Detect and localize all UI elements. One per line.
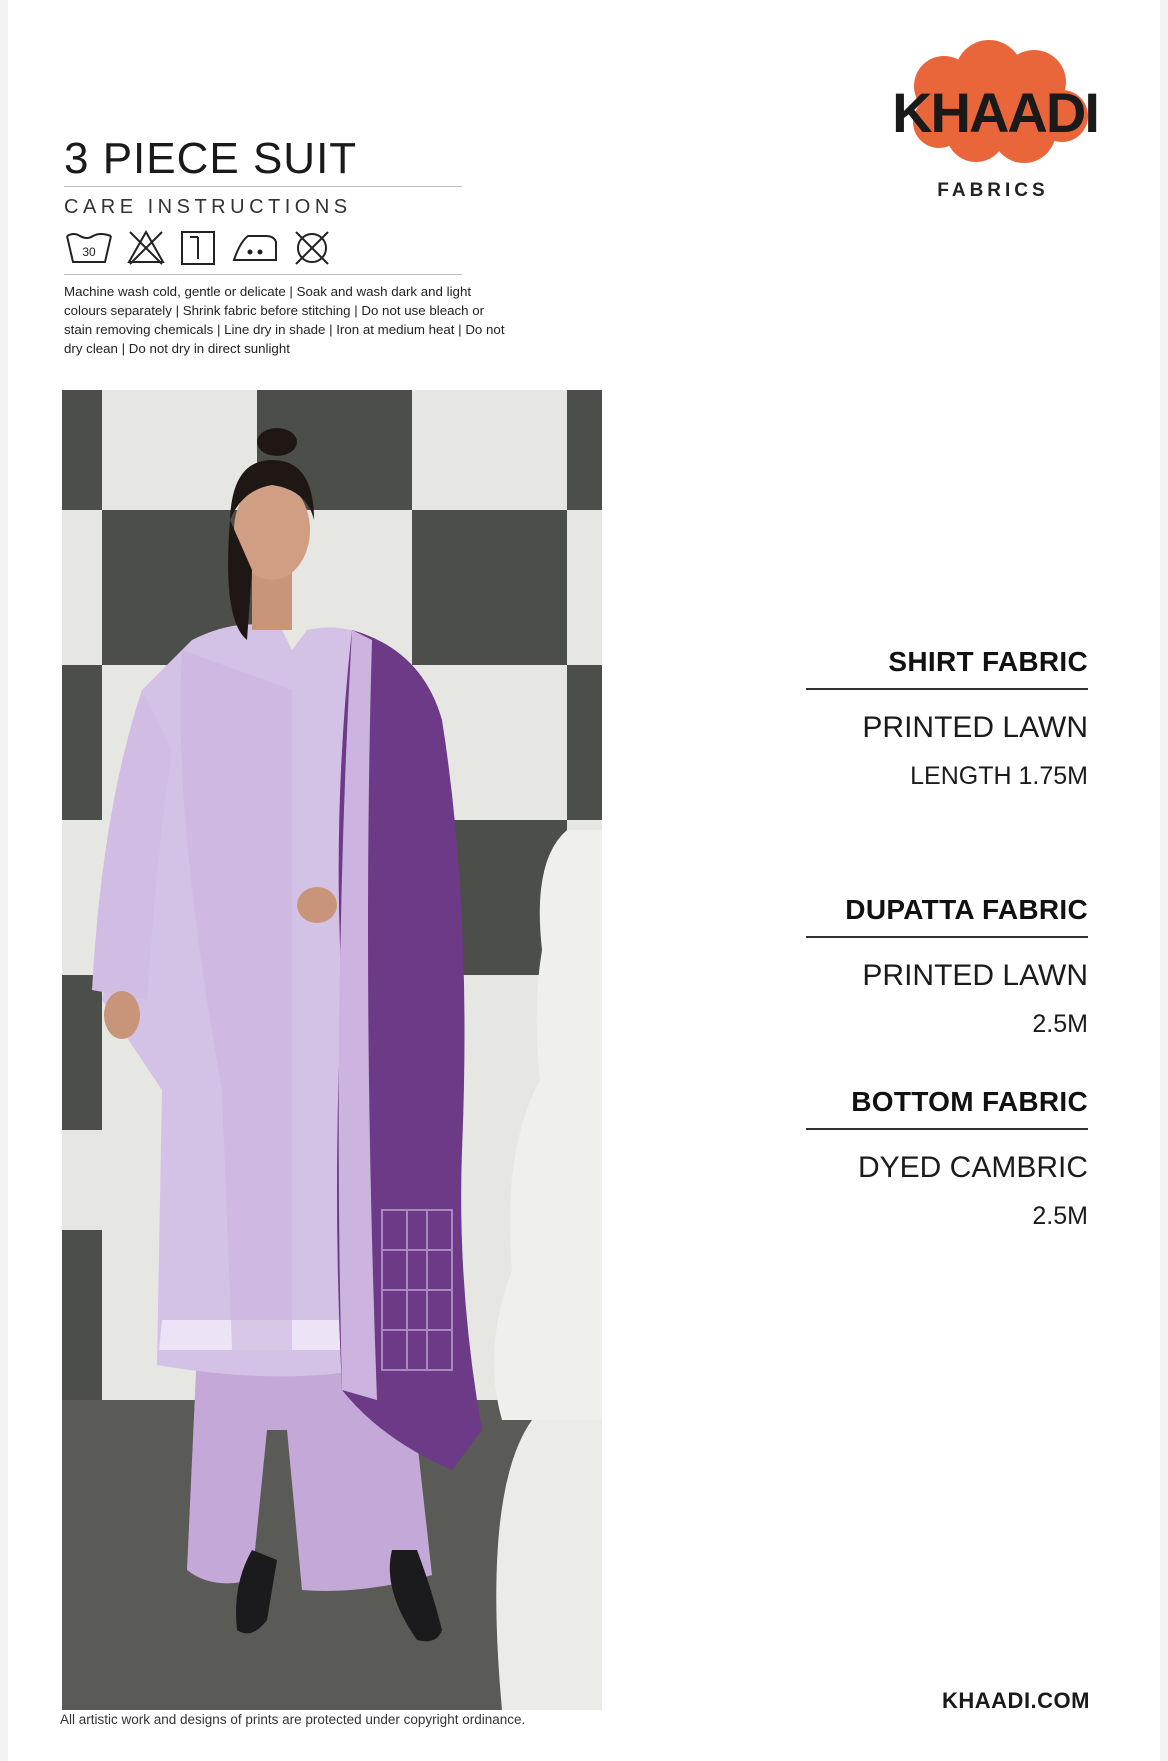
spec-detail: 2.5M xyxy=(1032,1202,1088,1230)
spec-dupatta xyxy=(806,894,1088,1048)
care-divider xyxy=(64,274,462,275)
khaadi-logo[interactable] xyxy=(884,36,1104,166)
title-divider xyxy=(64,186,462,187)
spec-shirt xyxy=(806,646,1088,800)
page-title: 3 PIECE SUIT xyxy=(64,134,358,183)
spec-detail: 2.5M xyxy=(1032,1010,1088,1038)
no-bleach-icon xyxy=(126,228,166,268)
website-link[interactable]: KHAADI.COM xyxy=(942,1688,1090,1713)
spec-divider xyxy=(806,1128,1088,1130)
care-icons-row xyxy=(64,228,332,268)
spec-detail: LENGTH 1.75M xyxy=(910,762,1088,790)
care-instructions-text: Machine wash cold, gentle or delicate | Soak and wash dark and light colours separately | Shrink fabric before stitching | Do not use bleach or stain removing chemicals | Line dry in shade | Iron at medium heat | Do not dry clean | Do not dry in direct sunlight xyxy=(64,284,505,356)
page-edge-right xyxy=(1160,0,1168,1761)
iron-medium-icon xyxy=(230,228,280,268)
line-dry-icon xyxy=(178,228,218,268)
spec-heading: SHIRT FABRIC xyxy=(888,646,1088,677)
care-heading: CARE INSTRUCTIONS xyxy=(64,196,352,218)
spec-divider xyxy=(806,936,1088,938)
spec-heading: DUPATTA FABRIC xyxy=(845,894,1088,925)
wash-30-icon xyxy=(64,228,114,268)
spec-value: PRINTED LAWN xyxy=(862,959,1088,992)
spec-divider xyxy=(806,688,1088,690)
copyright-notice: All artistic work and designs of prints are protected under copyright ordinance. xyxy=(60,1712,526,1727)
spec-heading: BOTTOM FABRIC xyxy=(851,1086,1088,1117)
svg-text:30: 30 xyxy=(82,245,96,259)
logo-wordmark: KHAADI xyxy=(892,81,1098,144)
spec-value: DYED CAMBRIC xyxy=(857,1151,1088,1184)
spec-bottom xyxy=(806,1086,1088,1240)
logo-subtitle: FABRICS xyxy=(937,180,1049,201)
spec-value: PRINTED LAWN xyxy=(862,711,1088,744)
product-photo xyxy=(62,390,602,1710)
model-illustration xyxy=(62,390,602,1710)
page-edge-left xyxy=(0,0,8,1761)
no-dry-clean-icon xyxy=(292,228,332,268)
